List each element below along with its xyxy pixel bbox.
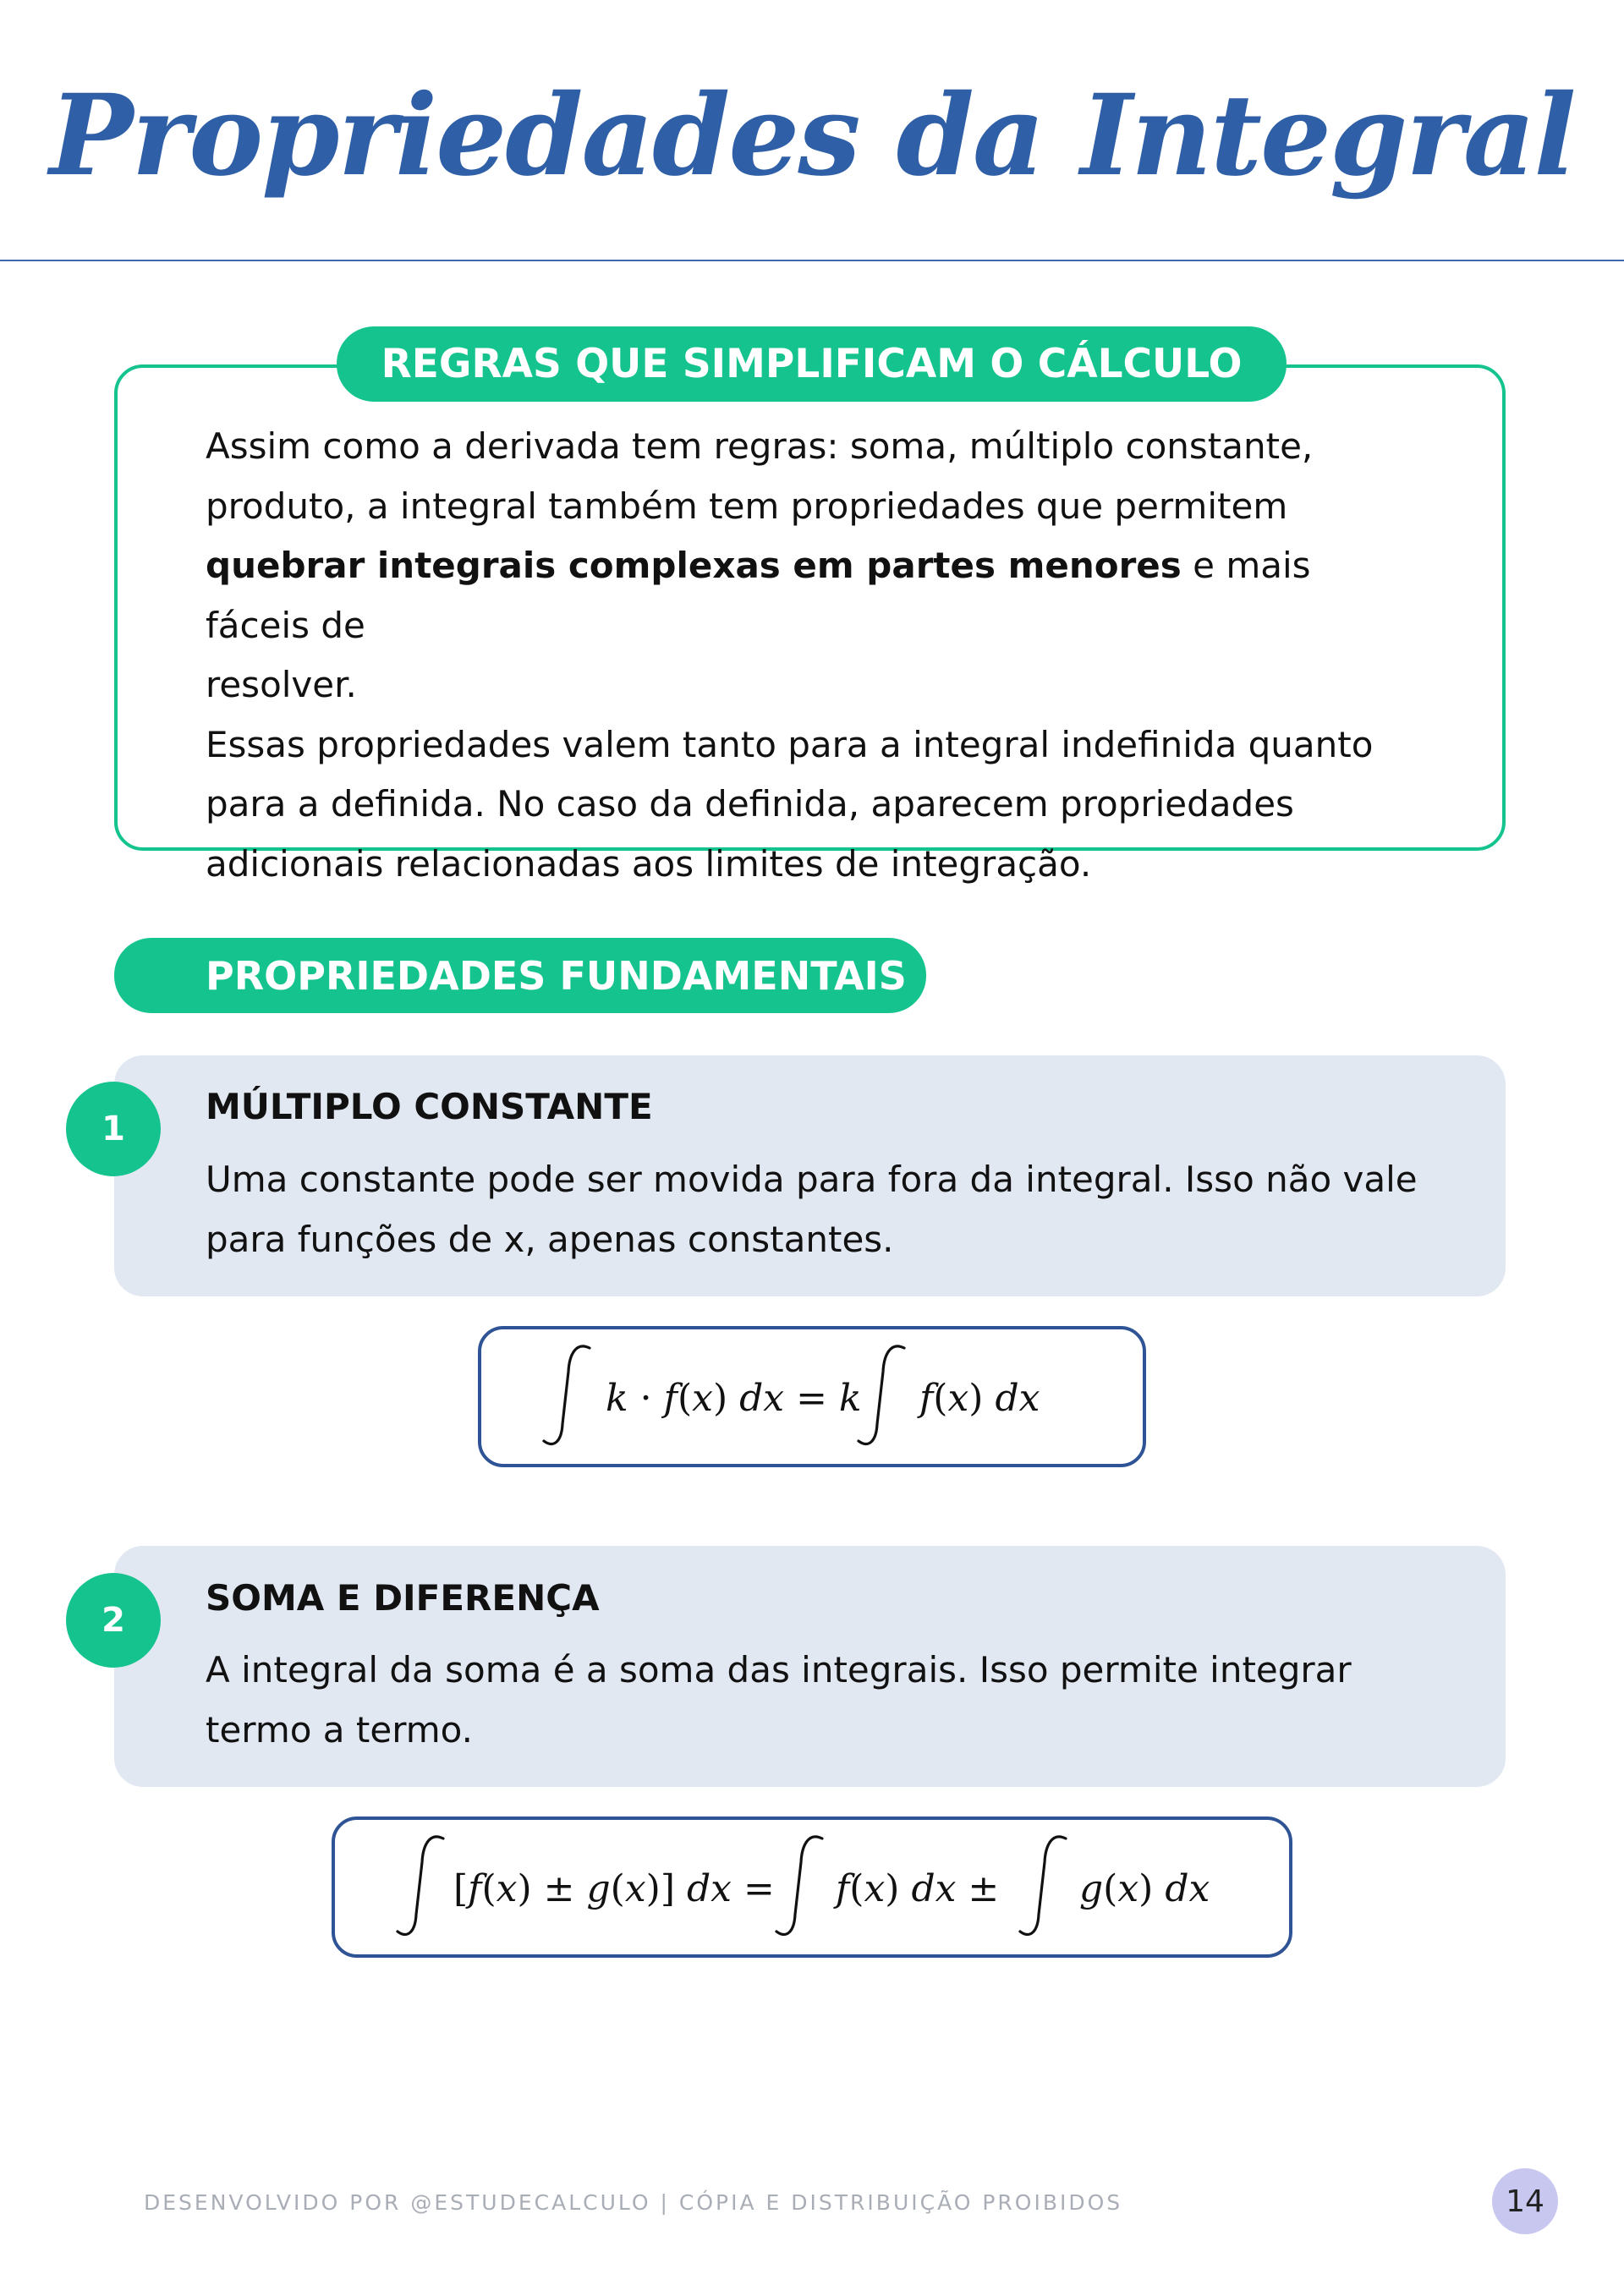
integral-sign xyxy=(776,1837,822,1935)
formula-part: f(x) dx ± xyxy=(836,1867,1000,1910)
property-desc-line: para funções de x, apenas constantes. xyxy=(206,1218,894,1260)
intro-line: Assim como a derivada tem regras: soma, múltiplo constante, xyxy=(206,425,1314,467)
property-heading: SOMA E DIFERENÇA xyxy=(206,1577,600,1619)
integral-sign xyxy=(544,1346,590,1444)
formula-box-1 xyxy=(478,1326,1146,1467)
integral-sign xyxy=(398,1837,443,1935)
formula-box-2 xyxy=(332,1817,1292,1958)
intro-text xyxy=(206,417,1424,894)
intro-line xyxy=(206,536,1424,655)
page-title: Propriedades da Integral xyxy=(49,70,1575,201)
property-description xyxy=(206,1150,1449,1269)
footer-credit: DESENVOLVIDO POR @ESTUDECALCULO | CÓPIA E DISTRIBUIÇÃO PROIBIDOS xyxy=(144,2190,1123,2215)
integral-sign xyxy=(1020,1837,1066,1935)
formula-part: [f(x) ± g(x)] dx = xyxy=(453,1867,775,1910)
formula-part: f(x) dx xyxy=(919,1377,1040,1420)
intro-pill: REGRAS QUE SIMPLIFICAM O CÁLCULO xyxy=(337,326,1287,402)
intro-line: Essas propriedades valem tanto para a integral indefinida quanto xyxy=(206,723,1374,765)
property-number-badge: 1 xyxy=(66,1082,161,1176)
intro-line: resolver. xyxy=(206,664,357,705)
property-desc-line: termo a termo. xyxy=(206,1708,473,1751)
intro-line: para a definida. No caso da definida, aparecem propriedades xyxy=(206,783,1294,825)
formula-part: k · f(x) dx = k xyxy=(606,1377,862,1420)
section-pill: PROPRIEDADES FUNDAMENTAIS xyxy=(114,938,926,1013)
formula-part: g(x) dx xyxy=(1079,1867,1210,1910)
title-divider xyxy=(0,260,1624,261)
page-number-badge: 14 xyxy=(1492,2168,1558,2234)
intro-line: produto, a integral também tem propriedades que permitem xyxy=(206,485,1288,527)
intro-line: adicionais relacionadas aos limites de integração. xyxy=(206,842,1092,885)
formula-1 xyxy=(481,1329,1143,1464)
intro-line-rest: e mais fáceis de xyxy=(206,545,1311,646)
property-desc-line: Uma constante pode ser movida para fora da integral. Isso não vale xyxy=(206,1159,1418,1200)
property-number-badge: 2 xyxy=(66,1573,161,1668)
property-heading: MÚLTIPLO CONSTANTE xyxy=(206,1086,653,1127)
property-description xyxy=(206,1641,1449,1760)
formula-2 xyxy=(335,1820,1289,1954)
integral-sign xyxy=(859,1346,904,1444)
intro-emphasis: quebrar integrais complexas em partes menores xyxy=(206,545,1182,586)
property-desc-line: A integral da soma é a soma das integrais. Isso permite integrar xyxy=(206,1649,1352,1690)
